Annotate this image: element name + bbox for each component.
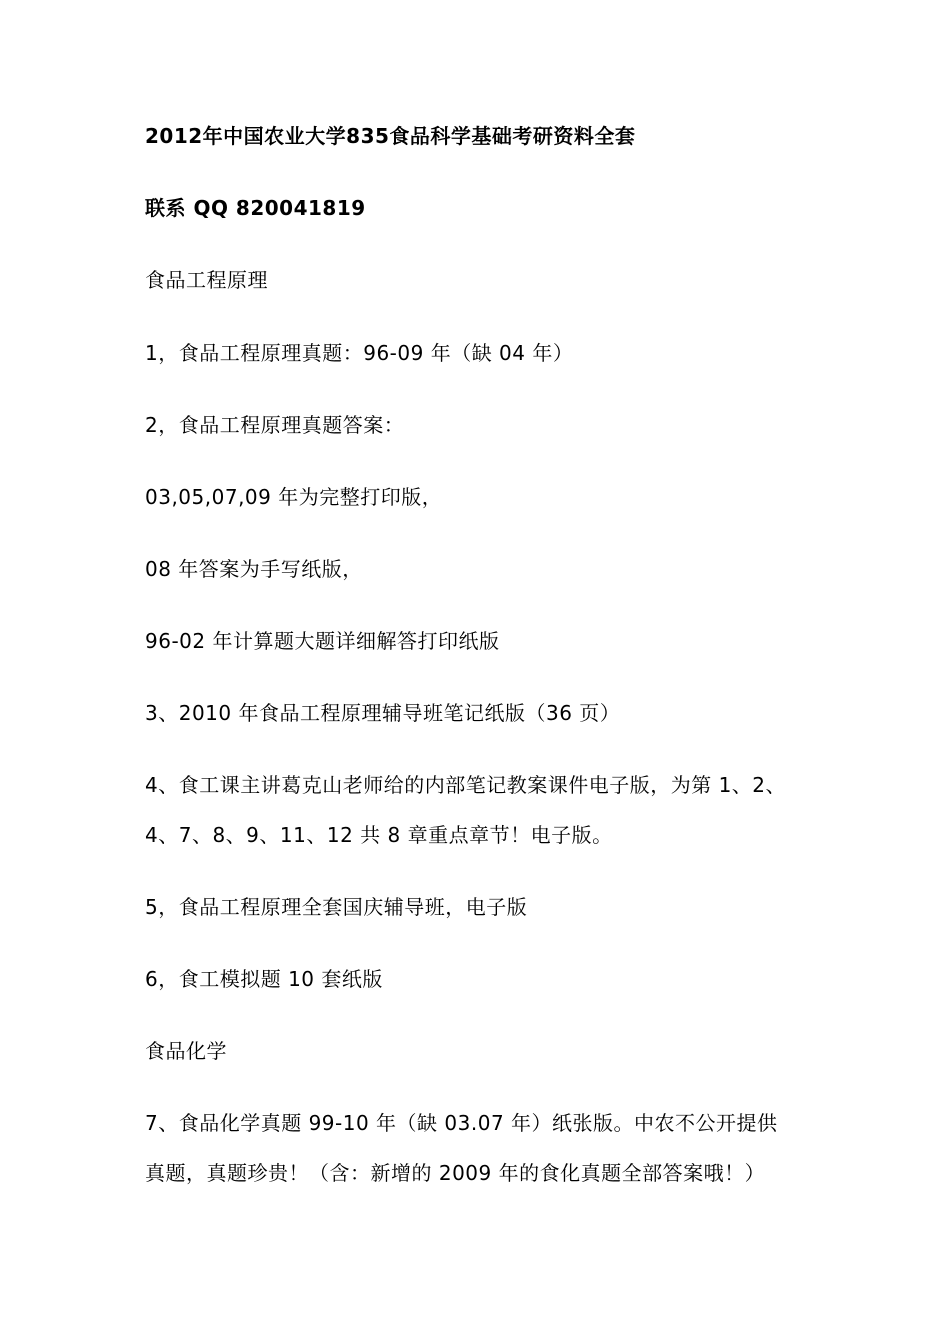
document-title: 2012年中国农业大学835食品科学基础考研资料全套 <box>145 124 636 148</box>
list-item: 6，食工模拟题 10 套纸版 <box>145 967 383 991</box>
list-item: 08 年答案为手写纸版， <box>145 557 363 581</box>
list-item: 1，食品工程原理真题：96-09 年（缺 04 年） <box>145 341 574 365</box>
list-item: 真题，真题珍贵！（含：新增的 2009 年的食化真题全部答案哦！） <box>145 1161 766 1185</box>
section-heading-food-chemistry: 食品化学 <box>145 1039 227 1063</box>
list-item: 3、2010 年食品工程原理辅导班笔记纸版（36 页） <box>145 701 621 725</box>
list-item: 5，食品工程原理全套国庆辅导班，电子版 <box>145 895 528 919</box>
list-item: 4、食工课主讲葛克山老师给的内部笔记教案课件电子版，为第 1、2、 <box>145 773 787 797</box>
list-item: 2，食品工程原理真题答案： <box>145 413 405 437</box>
list-item: 7、食品化学真题 99-10 年（缺 03.07 年）纸张版。中农不公开提供 <box>145 1111 778 1135</box>
section-heading-food-engineering: 食品工程原理 <box>145 268 268 292</box>
contact-line: 联系 QQ 820041819 <box>145 196 366 220</box>
list-item: 96-02 年计算题大题详细解答打印纸版 <box>145 629 500 653</box>
list-item: 03,05,07,09 年为完整打印版， <box>145 485 443 509</box>
list-item: 4、7、8、9、11、12 共 8 章重点章节！电子版。 <box>145 823 613 847</box>
